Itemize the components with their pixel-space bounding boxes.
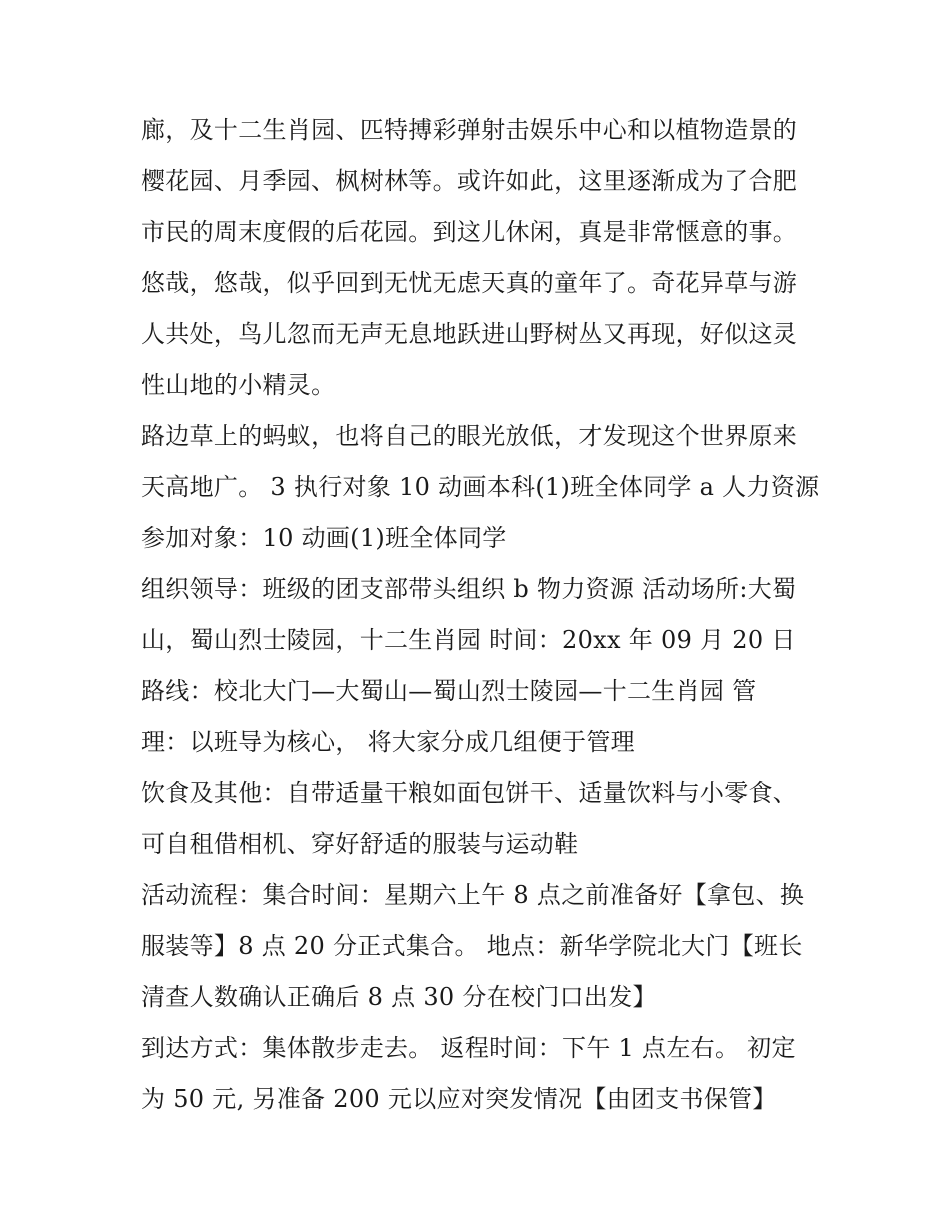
text-line: 性山地的小精灵。	[141, 371, 336, 399]
text-line: 山，蜀山烈士陵园，十二生肖园 时间：20xx 年 09 月 20 日	[141, 626, 796, 654]
text-line: 为 50 元, 另准备 200 元以应对突发情况【由团支书保管】	[141, 1085, 777, 1113]
text-line: 市民的周末度假的后花园。到这儿休闲，真是非常惬意的事。	[141, 218, 798, 246]
text-line: 理：以班导为核心， 将大家分成几组便于管理	[141, 728, 635, 756]
text-line: 到达方式：集体散步走去。 返程时间：下午 1 点左右。 初定	[141, 1034, 796, 1062]
text-line: 悠哉，悠哉，似乎回到无忧无虑天真的童年了。奇花异草与游	[141, 269, 798, 297]
text-line: 组织领导：班级的团支部带头组织 b 物力资源 活动场所:大蜀	[141, 575, 797, 603]
text-line: 饮食及其他：自带适量干粮如面包饼干、适量饮料与小零食、	[141, 779, 798, 807]
text-line: 路边草上的蚂蚁，也将自己的眼光放低，才发现这个世界原来	[141, 422, 798, 450]
text-line: 廊，及十二生肖园、匹特搏彩弹射击娱乐中心和以植物造景的	[141, 116, 798, 144]
text-line: 可自租借相机、穿好舒适的服装与运动鞋	[141, 830, 579, 858]
body-text	[141, 105, 821, 1125]
text-line: 参加对象：10 动画(1)班全体同学	[141, 524, 507, 552]
text-line: 活动流程：集合时间：星期六上午 8 点之前准备好【拿包、换	[141, 881, 805, 909]
text-line: 路线：校北大门—大蜀山—蜀山烈士陵园—十二生肖园 管	[141, 677, 757, 705]
text-line: 服装等】8 点 20 分正式集合。 地点：新华学院北大门【班长	[141, 932, 803, 960]
text-line: 樱花园、月季园、枫树林等。或许如此，这里逐渐成为了合肥	[141, 167, 798, 195]
text-line: 人共处，鸟儿忽而无声无息地跃进山野树丛又再现，好似这灵	[141, 320, 798, 348]
text-line: 天高地广。 3 执行对象 10 动画本科(1)班全体同学 a 人力资源	[141, 473, 820, 501]
text-line: 清查人数确认正确后 8 点 30 分在校门口出发】	[141, 983, 657, 1011]
